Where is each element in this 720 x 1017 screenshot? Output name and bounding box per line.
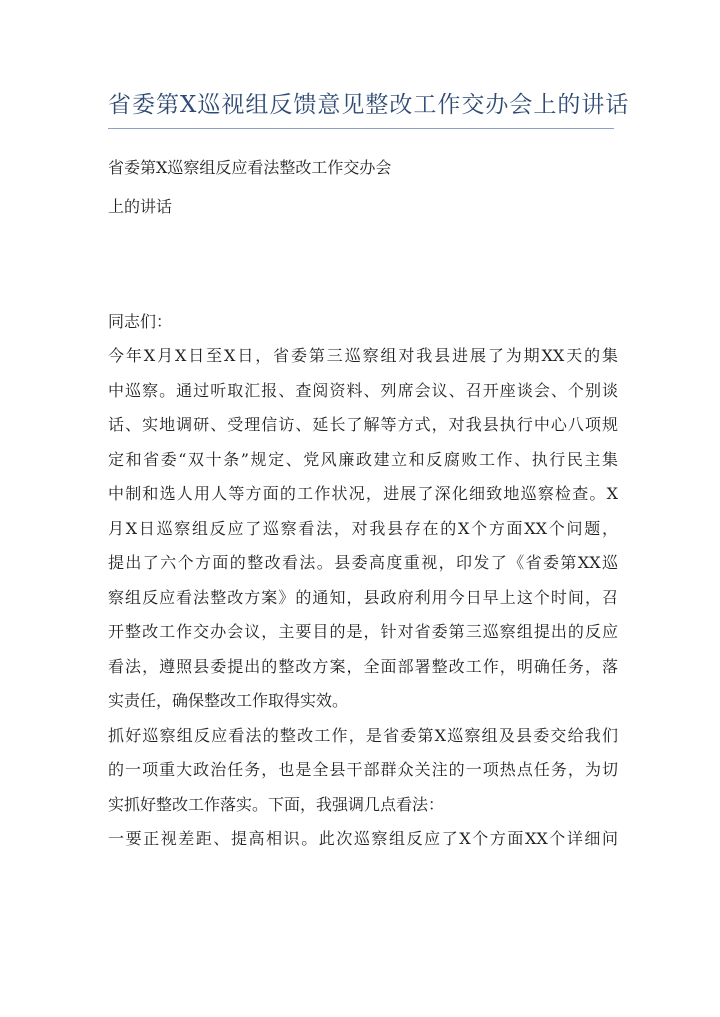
document-title: 省委第X巡视组反馈意见整改工作交办会上的讲话 <box>108 92 630 118</box>
body-line: 察组反应看法整改方案》的通知，县政府利用今日早上这个时间，召 <box>108 587 618 607</box>
body-line: 实责任，确保整改工作取得实效。 <box>108 691 349 710</box>
body-line: 定和省委“双十条”规定、党风廉政建立和反腐败工作、执行民主集 <box>108 449 618 469</box>
body-line: 中巡察。通过听取汇报、查阅资料、列席会议、召开座谈会、个别谈 <box>108 380 618 400</box>
body-line: 月X日巡察组反应了巡察看法，对我县存在的X个方面XX个问题， <box>108 518 618 538</box>
body-line: 今年X月X日至X日，省委第三巡察组对我县进展了为期XX天的集 <box>108 346 618 365</box>
subtitle-line-2: 上的讲话 <box>108 197 173 216</box>
speech-body <box>108 339 618 857</box>
body-line: 一要正视差距、提高相识。此次巡察组反应了X个方面XX个详细问 <box>108 829 618 848</box>
body-line: 提出了六个方面的整改看法。县委高度重视，印发了《省委第XX巡 <box>108 553 618 572</box>
title-underline <box>108 128 614 129</box>
body-line: 抓好巡察组反应看法的整改工作，是省委第X巡察组及县委交给我们 <box>108 725 618 745</box>
body-line: 实抓好整改工作落实。下面，我强调几点看法： <box>108 794 445 814</box>
body-line: 开整改工作交办会议，主要目的是，针对省委第三巡察组提出的反应 <box>108 622 618 641</box>
body-line: 话、实地调研、受理信访、延长了解等方式，对我县执行中心八项规 <box>108 415 618 434</box>
greeting: 同志们： <box>108 312 173 331</box>
body-line: 看法，遵照县委提出的整改方案，全面部署整改工作，明确任务，落 <box>108 656 618 676</box>
subtitle-line-1: 省委第X巡察组反应看法整改工作交办会 <box>108 158 392 177</box>
body-line: 的一项重大政治任务，也是全县干部群众关注的一项热点任务，为切 <box>108 760 618 779</box>
body-line: 中制和选人用人等方面的工作状况，进展了深化细致地巡察检查。X <box>108 484 618 503</box>
